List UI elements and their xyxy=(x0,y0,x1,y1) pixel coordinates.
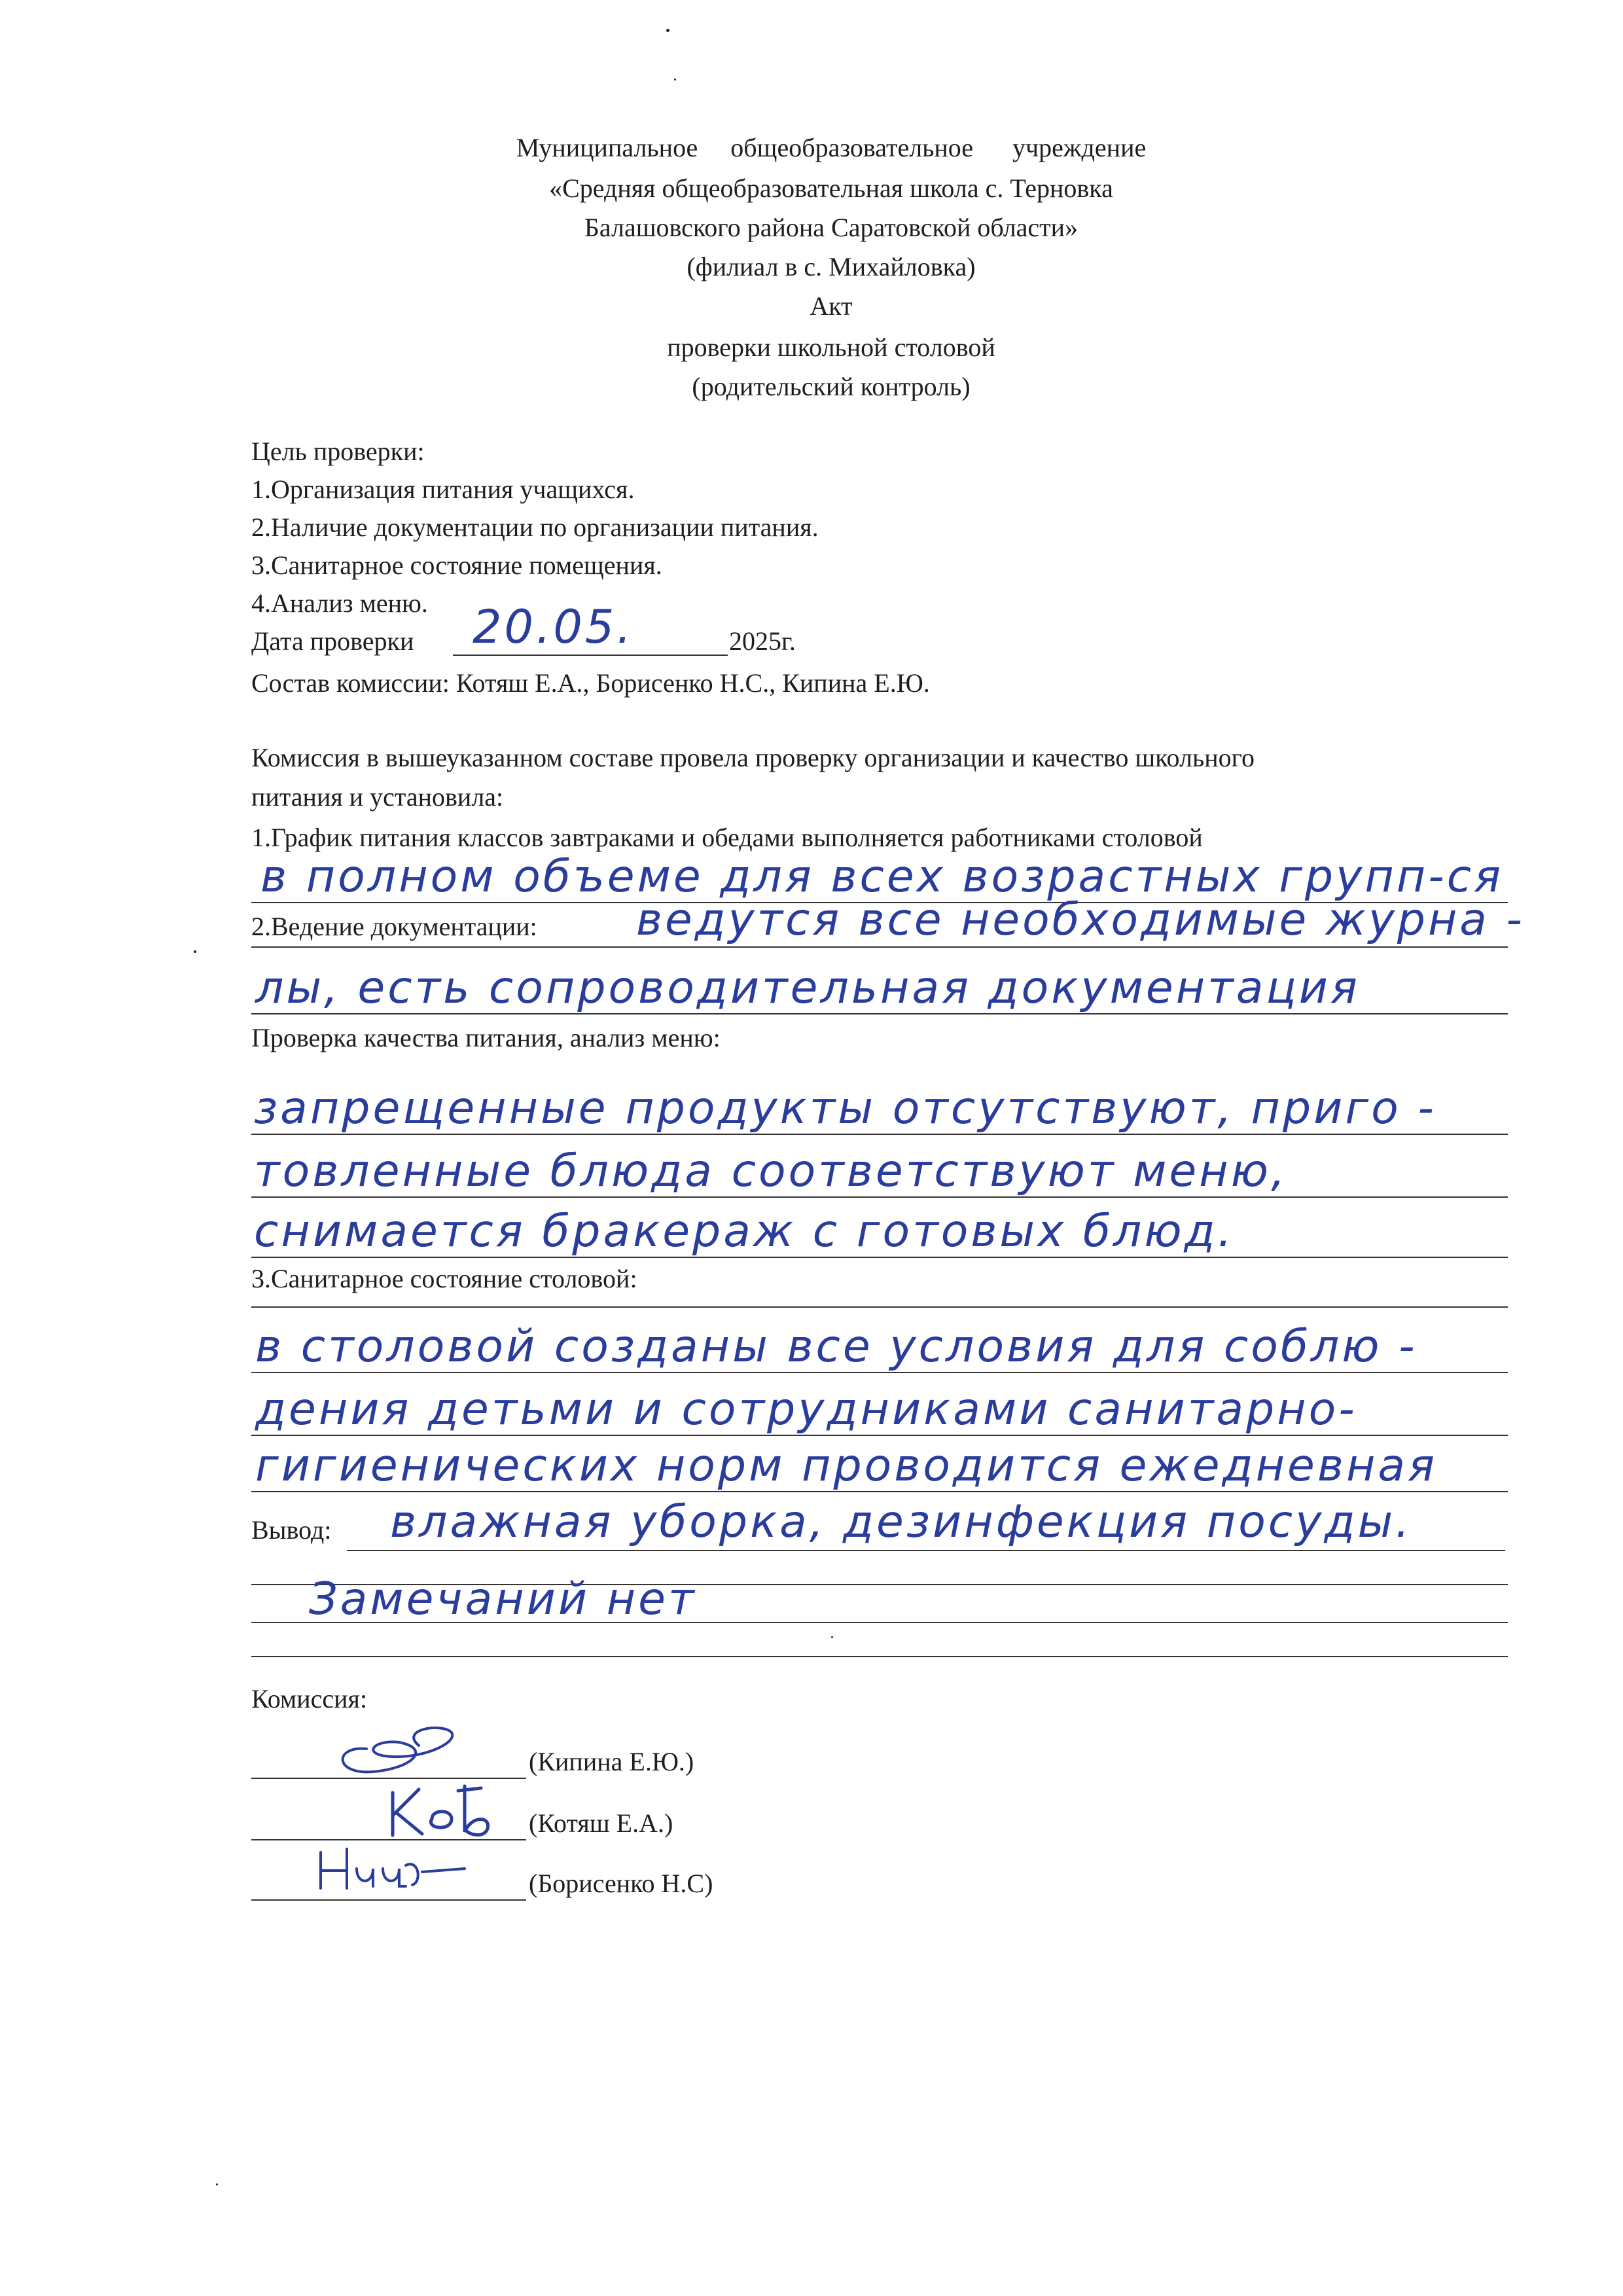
org-name-line1: Муниципальное общеобразовательное учреждение xyxy=(516,133,1147,162)
scan-speck xyxy=(831,1636,833,1638)
check-date-underline xyxy=(453,655,728,656)
check-date-label: Дата проверки xyxy=(251,626,414,656)
org-name-line2: «Средняя общеобразовательная школа с. Терновка xyxy=(549,173,1113,203)
scan-speck xyxy=(666,29,669,32)
quality-hw-line1: запрещенные продукты отсутствуют, приго - xyxy=(254,1083,1436,1134)
section2-line1 xyxy=(251,946,1508,948)
signature-kotyash-name: (Котяш Е.А.) xyxy=(529,1808,673,1838)
section1-label: 1.График питания классов завтраками и обедами выполняется работниками столовой xyxy=(251,823,1203,852)
conclusion-line1 xyxy=(347,1550,1505,1551)
quality-label: Проверка качества питания, анализ меню: xyxy=(251,1023,721,1052)
signature-borisenko-name: (Борисенко Н.С) xyxy=(529,1869,713,1898)
signature-kipina-name: (Кипина Е.Ю.) xyxy=(529,1747,694,1776)
scan-speck xyxy=(194,950,196,953)
doc-type: Акт xyxy=(810,291,853,321)
scan-speck xyxy=(216,2183,218,2185)
intro-line1: Комиссия в вышеуказанном составе провела проверку организации и качество школьного xyxy=(251,743,1255,772)
section2-hw-line2: лы, есть сопроводительная документация xyxy=(255,962,1360,1014)
conclusion-label: Вывод: xyxy=(251,1515,332,1545)
quality-hw-line2: товленные блюда соответствуют меню, xyxy=(254,1145,1288,1197)
section1-hw-line1: в полном объеме для всех возрастных групп-ся xyxy=(260,851,1504,903)
conclusion-hw-line2: Замечаний нет xyxy=(309,1573,697,1625)
scan-speck xyxy=(674,79,676,81)
section3-line0 xyxy=(251,1306,1508,1308)
section2-label: 2.Ведение документации: xyxy=(251,912,537,941)
commission-line: Состав комиссии: Котяш Е.А., Борисенко Н.С., Кипина Е.Ю. xyxy=(251,668,930,698)
signatures-label: Комиссия: xyxy=(251,1684,368,1713)
doc-subtitle: (родительский контроль) xyxy=(692,372,971,401)
quality-hw-line3: снимается бракераж с готовых блюд. xyxy=(254,1206,1235,1257)
purpose-item-3: 3.Санитарное состояние помещения. xyxy=(251,550,662,580)
purpose-item-4: 4.Анализ меню. xyxy=(251,588,428,618)
check-date-year: 2025г. xyxy=(729,626,796,656)
intro-line2: питания и установила: xyxy=(251,782,504,812)
doc-title: проверки школьной столовой xyxy=(667,332,995,362)
purpose-item-2: 2.Наличие документации по организации питания. xyxy=(251,512,819,542)
purpose-item-1: 1.Организация питания учащихся. xyxy=(251,475,635,504)
conclusion-line4 xyxy=(251,1656,1508,1657)
org-branch: (филиал в с. Михайловка) xyxy=(687,252,976,281)
signature-borisenko-icon xyxy=(308,1833,504,1898)
signature-kipina-icon xyxy=(321,1710,478,1782)
section3-label: 3.Санитарное состояние столовой: xyxy=(251,1264,637,1293)
section3-hw-line1: в столовой созданы все условия для соблю - xyxy=(255,1321,1418,1372)
purpose-label: Цель проверки: xyxy=(251,437,425,466)
check-date-value: 20.05. xyxy=(473,600,634,654)
conclusion-hw-line1: влажная уборка, дезинфекция посуды. xyxy=(390,1496,1412,1548)
org-name-line3: Балашовского района Саратовской области» xyxy=(584,213,1079,242)
section3-hw-line3: гигиенических норм проводится ежедневная xyxy=(255,1440,1437,1492)
section2-hw-line1: ведутся все необходимые журна - xyxy=(636,894,1525,946)
section3-hw-line2: дения детьми и сотрудниками санитарно- xyxy=(255,1384,1357,1435)
signature-kotyash-icon xyxy=(366,1776,524,1842)
signature-line-borisenko xyxy=(251,1899,526,1901)
